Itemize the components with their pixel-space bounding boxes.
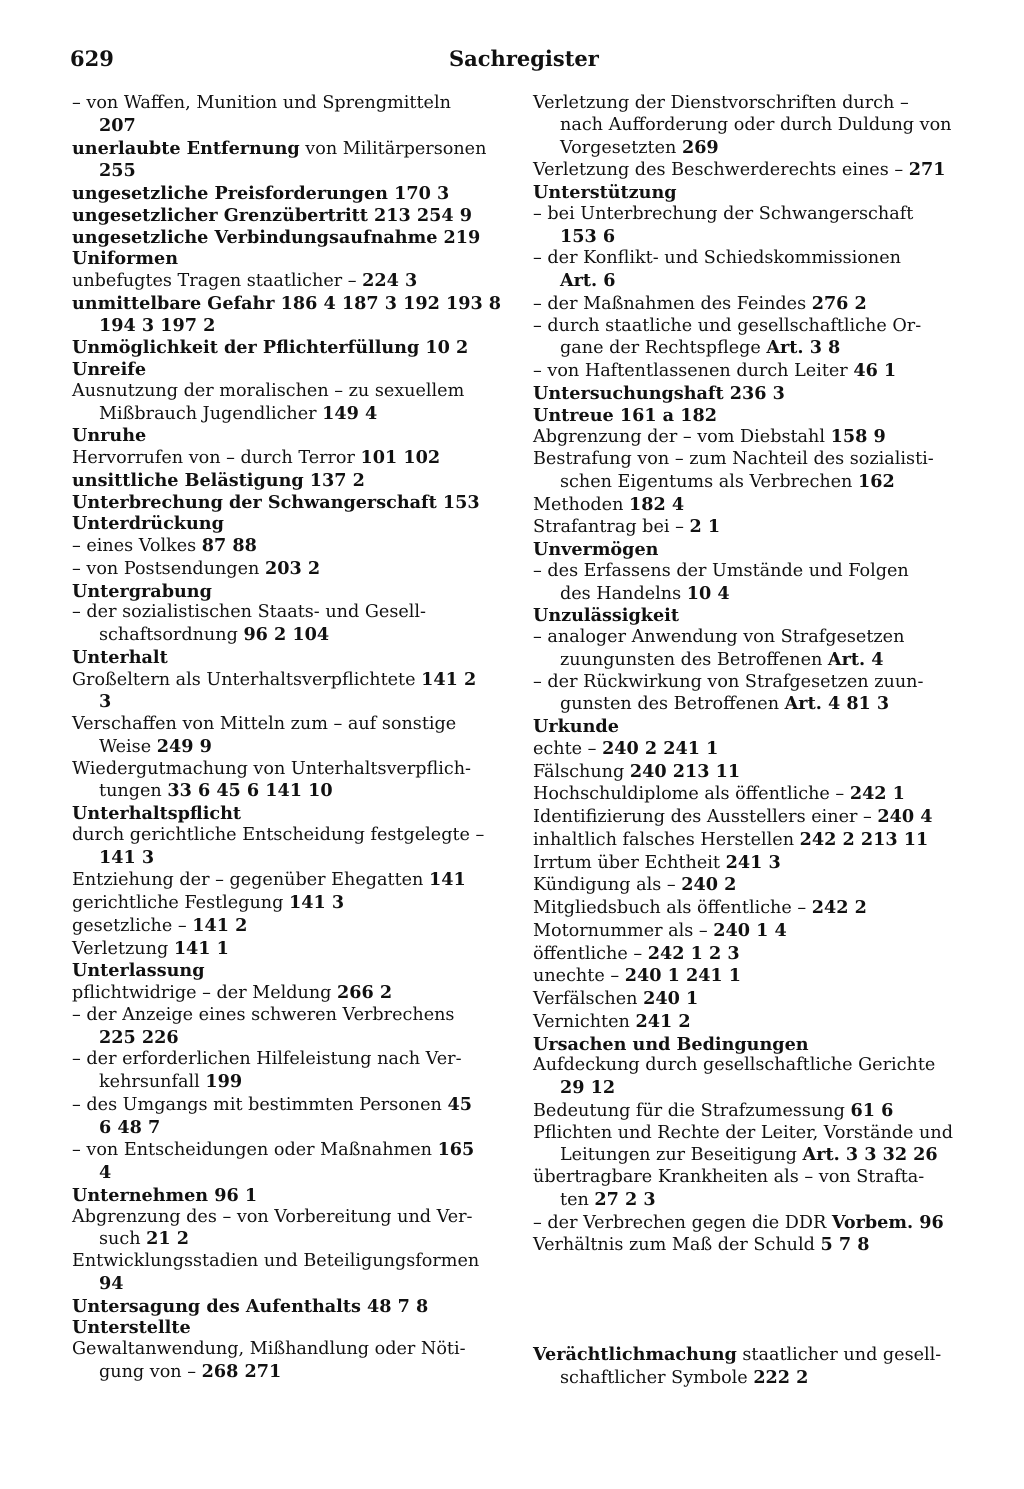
entry-reference: 158 9	[830, 426, 886, 448]
entry-reference: 241 2	[635, 1010, 691, 1032]
index-entry	[72, 403, 502, 426]
index-entry	[72, 93, 502, 115]
index-entry	[72, 1185, 502, 1207]
index-entry	[533, 1100, 965, 1123]
index-entry	[533, 897, 965, 920]
entry-reference: 141 2	[421, 668, 477, 690]
entry-reference: 271	[908, 159, 946, 181]
entry-reference: 242 2 213 11	[799, 828, 929, 850]
entry-text: – eines Volkes	[72, 536, 202, 556]
entry-text: – analoger Anwendung von Strafgesetzen	[533, 627, 905, 647]
index-entry	[533, 1189, 965, 1212]
entry-text: – der sozialistischen Staats- und Gesell-	[72, 602, 426, 623]
index-entry	[533, 405, 965, 427]
entry-text: unbefugtes Tragen staatlicher –	[72, 271, 363, 291]
entry-text: Unvermögen	[533, 539, 659, 560]
index-entry	[72, 248, 502, 270]
entry-text: – der Anzeige eines schweren Verbrechens	[72, 1004, 455, 1025]
index-entry	[533, 806, 965, 829]
index-entry	[72, 513, 502, 535]
index-entry	[72, 205, 502, 227]
entry-reference: 141	[428, 869, 466, 891]
index-entry	[533, 426, 965, 449]
entry-text: Kündigung als –	[533, 875, 682, 896]
entry-text: Unterhaltspflicht	[72, 803, 242, 824]
entry-text: Großeltern als Unterhaltsverpflichtete	[72, 669, 422, 690]
entry-text: Untreue 161 a 182	[533, 404, 717, 426]
entry-text: Ausnutzung der moralischen – zu sexuellem	[72, 380, 465, 401]
entry-reference: 141 3	[288, 892, 345, 913]
entry-reference: Art. 6	[560, 270, 616, 291]
index-entry	[533, 1034, 965, 1056]
index-entry	[533, 293, 965, 316]
entry-text: Hervorrufen von – durch Terror	[72, 448, 361, 468]
index-entry	[72, 337, 502, 359]
entry-reference: 194 3 197 2	[99, 314, 216, 336]
index-entry	[533, 943, 965, 966]
index-entry	[533, 761, 965, 784]
entry-reference: Art. 4	[827, 648, 884, 670]
entry-text: Entziehung der – gegenüber Ehegatten	[72, 870, 429, 891]
entry-reference: 141 2	[192, 914, 248, 936]
entry-text: kehrsunfall	[99, 1072, 206, 1092]
entry-text: Urkunde	[533, 716, 619, 737]
entry-text: – der Konflikt- und Schiedskommissionen	[533, 248, 901, 269]
entry-text: – von Postsendungen	[72, 558, 265, 579]
entry-reference: 29 12	[560, 1077, 616, 1098]
entry-reference: 3	[99, 691, 112, 713]
entry-reference: 10 4	[686, 582, 730, 604]
entry-text: Bedeutung für die Strafzumessung	[533, 1100, 851, 1121]
entry-text: – von Waffen, Munition und Sprengmitteln	[72, 93, 451, 113]
index-entry	[72, 227, 502, 249]
entry-reference: 241 3	[725, 851, 781, 873]
index-entry	[72, 115, 502, 138]
entry-reference: 249 9	[156, 735, 212, 757]
index-entry	[533, 1077, 965, 1100]
index-entry	[72, 938, 502, 961]
index-entry	[533, 561, 965, 583]
right-column	[533, 93, 965, 1390]
index-entry	[72, 1207, 502, 1229]
index-entry	[533, 1234, 965, 1257]
entry-reference: 240 2	[681, 874, 737, 896]
index-entry	[72, 982, 502, 1005]
index-entry	[72, 1117, 502, 1140]
index-entry	[533, 693, 965, 716]
entry-text: Gewaltanwendung, Mißhandlung oder Nöti-	[72, 1339, 466, 1359]
entry-text: Verfälschen	[533, 989, 644, 1009]
entry-text: – des Erfassens der Umstände und Folgen	[533, 560, 909, 581]
entry-heading: Verächtlichmachung	[533, 1344, 737, 1365]
index-entry	[72, 1162, 502, 1185]
index-entry	[533, 649, 965, 672]
entry-heading: unerlaubte Entfernung	[72, 137, 300, 159]
entry-text: schen Eigentums als Verbrechen	[560, 471, 858, 492]
index-entry	[72, 602, 502, 624]
entry-reference: 276 2	[811, 292, 867, 314]
entry-text: unsittliche Belästigung 137 2	[72, 469, 365, 491]
index-entry	[72, 470, 502, 492]
index-entry	[72, 1027, 502, 1050]
index-entry	[533, 516, 965, 539]
entry-text: Hochschuldiplome als öffentliche –	[533, 784, 850, 805]
index-entry	[72, 847, 502, 870]
index-entry	[72, 780, 502, 803]
entry-reference: Vorbem. 96	[831, 1211, 944, 1233]
entry-reference: 240 1	[643, 988, 699, 1009]
index-entry	[72, 381, 502, 403]
entry-text: Uniformen	[72, 248, 178, 270]
entry-text: – von Entscheidungen oder Maßnahmen	[72, 1140, 438, 1161]
entry-text: gerichtliche Festlegung	[72, 893, 289, 913]
index-entry	[72, 960, 502, 982]
index-entry	[533, 783, 965, 806]
entry-reference: 101 102	[360, 447, 441, 468]
entry-reference: 165	[437, 1139, 475, 1161]
entry-text: Unterdrückung	[72, 513, 224, 535]
entry-text: pflichtwidrige – der Meldung	[72, 983, 338, 1003]
entry-text: Untergrabung	[72, 580, 212, 602]
entry-reference: 61 6	[850, 1099, 894, 1121]
entry-text: Abgrenzung des – von Vorbereitung und Ver-	[72, 1206, 473, 1227]
entry-text: Pflichten und Rechte der Leiter, Vorstände und	[533, 1122, 953, 1143]
index-entry	[533, 672, 965, 694]
entry-reference: 33 6 45 6 141 10	[167, 780, 333, 802]
left-column	[72, 93, 502, 1384]
entry-text: gunsten des Betroffenen	[560, 694, 785, 715]
entry-reference: 96 2 104	[243, 624, 330, 645]
entry-reference: 153 6	[560, 225, 616, 247]
index-entry	[533, 159, 965, 182]
entry-text: – der Rückwirkung von Strafgesetzen zuun-	[533, 671, 924, 692]
entry-text: Unmöglichkeit der Pflichterfüllung 10 2	[72, 337, 469, 359]
entry-text: Mißbrauch Jugendlicher	[99, 403, 323, 424]
index-entry	[72, 915, 502, 938]
entry-text: Untersagung des Aufenthalts 48 7 8	[72, 1295, 429, 1317]
entry-text: übertragbare Krankheiten als – von Strafta-	[533, 1167, 925, 1187]
index-entry	[72, 669, 502, 692]
entry-text: echte –	[533, 738, 603, 759]
entry-text: Unterstützung	[533, 182, 677, 203]
entry-reference: 162	[858, 470, 895, 492]
index-entry	[72, 1139, 502, 1162]
index-entry	[533, 115, 965, 137]
entry-text: Untersuchungshaft 236 3	[533, 382, 785, 404]
index-entry	[72, 714, 502, 736]
entry-text: Methoden	[533, 494, 630, 515]
index-entry	[72, 425, 502, 447]
index-entry	[72, 1094, 502, 1117]
index-entry	[533, 605, 965, 627]
entry-reference: 242 2	[811, 897, 867, 918]
entry-text: Wiedergutmachung von Unterhaltsverpflich-	[72, 758, 472, 779]
entry-text: öffentliche –	[533, 943, 648, 964]
entry-reference: 21 2	[146, 1228, 189, 1250]
entry-text: ungesetzliche Preisforderungen 170 3	[72, 183, 450, 204]
index-entry	[72, 492, 502, 514]
index-entry	[533, 874, 965, 897]
entry-reference: 45	[447, 1093, 472, 1115]
entry-text: Unterlassung	[72, 960, 205, 982]
entry-reference: 4	[99, 1162, 112, 1183]
index-entry	[533, 627, 965, 649]
index-entry	[72, 624, 502, 647]
index-entry	[533, 248, 965, 270]
index-entry	[533, 965, 965, 988]
entry-text: Unreife	[72, 359, 147, 380]
index-entry	[533, 383, 965, 405]
index-entry	[533, 471, 965, 494]
entry-reference: 182 4	[629, 493, 685, 515]
index-entry	[533, 716, 965, 738]
entry-text: Verletzung der Dienstvorschriften durch –	[533, 93, 909, 113]
index-entry	[72, 892, 502, 915]
index-entry	[72, 691, 502, 714]
entry-reference: 141 1	[173, 937, 229, 959]
index-entry	[533, 204, 965, 226]
entry-text: Unruhe	[72, 425, 147, 447]
index-entry	[72, 1251, 502, 1273]
entry-reference: 266 2	[337, 982, 393, 1003]
index-entry	[72, 270, 502, 293]
index-entry	[72, 759, 502, 781]
entry-reference: 268 271	[201, 1360, 282, 1382]
index-entry	[533, 1011, 965, 1034]
index-entry	[72, 1228, 502, 1251]
index-entry	[72, 1339, 502, 1361]
entry-reference: 224 3	[362, 270, 418, 291]
index-entry	[72, 1005, 502, 1027]
entry-reference: 94	[99, 1272, 124, 1294]
index-entry	[533, 1055, 965, 1077]
entry-reference: 225 226	[99, 1026, 179, 1048]
entry-text: Unzulässigkeit	[533, 605, 679, 627]
index-entry	[533, 337, 965, 360]
index-entry	[533, 1344, 965, 1367]
index-entry	[533, 449, 965, 471]
index-entry	[72, 581, 502, 603]
index-entry	[72, 447, 502, 470]
index-entry	[72, 803, 502, 825]
index-entry	[533, 494, 965, 517]
entry-text: Abgrenzung der – vom Diebstahl	[533, 427, 831, 448]
entry-text: nach Aufforderung oder durch Duldung von	[560, 114, 952, 135]
entry-reference: 240 213 11	[629, 760, 741, 782]
index-entry	[72, 1049, 502, 1071]
entry-reference: 46 1	[853, 360, 897, 381]
entry-text: such	[99, 1229, 147, 1250]
entry-text: ten	[560, 1189, 595, 1210]
entry-text: zuungunsten des Betroffenen	[560, 649, 828, 670]
entry-text: unechte –	[533, 966, 625, 987]
entry-text: – der Verbrechen gegen die DDR	[533, 1212, 832, 1233]
entry-text: – des Umgangs mit bestimmten Personen	[72, 1094, 448, 1115]
entry-text: Aufdeckung durch gesellschaftliche Gerichte	[533, 1055, 936, 1076]
entry-text: Verhältnis zum Maß der Schuld	[533, 1235, 821, 1256]
index-entry	[533, 920, 965, 943]
entry-reference: 5 7 8	[820, 1234, 870, 1256]
entry-text: Leitungen zur Beseitigung	[560, 1145, 803, 1166]
index-entry	[533, 988, 965, 1011]
entry-text: Weise	[99, 736, 157, 757]
entry-text: tungen	[99, 781, 168, 802]
index-entry	[72, 1071, 502, 1094]
index-entry	[533, 93, 965, 115]
entry-text: Identifizierung des Ausstellers einer –	[533, 807, 878, 827]
page-number: 629	[70, 46, 114, 71]
entry-text: Unternehmen 96 1	[72, 1184, 258, 1206]
entry-reference: 242 1 2 3	[647, 942, 740, 964]
entry-reference: 269	[681, 136, 719, 158]
index-entry	[533, 270, 965, 293]
entry-text: Ursachen und Bedingungen	[533, 1033, 809, 1055]
entry-text: gane der Rechtspflege	[560, 338, 767, 359]
entry-text: – bei Unterbrechung der Schwangerschaft	[533, 203, 914, 224]
entry-reference: Art. 3 8	[766, 337, 841, 359]
index-entry	[533, 539, 965, 561]
index-entry	[72, 138, 502, 161]
entry-text: Mitgliedsbuch als öffentliche –	[533, 898, 812, 918]
index-entry	[72, 293, 502, 315]
entry-text: Verletzung des Beschwerderechts eines –	[533, 160, 909, 181]
index-entry	[72, 647, 502, 669]
entry-text: durch gerichtliche Entscheidung festgelegte –	[72, 824, 485, 845]
entry-text: Unterstellte	[72, 1317, 191, 1339]
entry-reference: 255	[99, 160, 136, 182]
index-entry	[72, 359, 502, 381]
entry-text: Entwicklungsstadien und Beteiligungsformen	[72, 1251, 480, 1271]
entry-reference: 2 1	[689, 516, 721, 538]
entry-text: Verschaffen von Mitteln zum – auf sonstige	[72, 714, 457, 734]
entry-text: Fälschung	[533, 761, 630, 782]
index-entry	[533, 316, 965, 338]
index-entry	[72, 315, 502, 338]
entry-text: – durch staatliche und gesellschaftliche Or-	[533, 315, 922, 336]
index-entry	[533, 1212, 965, 1235]
entry-reference: 240 1 241 1	[624, 965, 742, 987]
index-entry	[533, 852, 965, 875]
entry-reference: 240 1 4	[713, 919, 787, 941]
index-entry	[72, 558, 502, 581]
entry-text: – von Haftentlassenen durch Leiter	[533, 361, 854, 381]
entry-text: ungesetzlicher Grenzübertritt 213 254 9	[72, 204, 472, 226]
index-entry	[72, 1361, 502, 1384]
entry-text: gung von –	[99, 1361, 202, 1382]
entry-text: Vernichten	[533, 1011, 636, 1032]
running-head: Sachregister	[449, 46, 599, 71]
entry-reference: 242 1	[849, 783, 905, 805]
entry-text: Vorgesetzten	[560, 137, 682, 158]
entry-text: Strafantrag bei –	[533, 517, 690, 538]
entry-reference: 149 4	[322, 402, 378, 424]
entry-reference: 240 4	[877, 806, 933, 827]
index-entry	[533, 738, 965, 761]
index-entry	[533, 360, 965, 383]
index-entry	[533, 829, 965, 852]
column-gap	[533, 1257, 965, 1344]
entry-reference: 6 48 7	[99, 1116, 161, 1138]
entry-text: inhaltlich falsches Herstellen	[533, 829, 800, 850]
index-entry	[72, 160, 502, 183]
entry-text: schaftlicher Symbole	[560, 1367, 754, 1388]
index-entry	[533, 1123, 965, 1145]
entry-reference: 203 2	[264, 557, 321, 579]
index-entry	[72, 736, 502, 759]
index-entry	[533, 1144, 965, 1167]
index-entry	[72, 535, 502, 558]
entry-text: Unterhalt	[72, 646, 168, 668]
index-entry	[72, 1273, 502, 1296]
index-entry	[72, 825, 502, 847]
entry-reference: 199	[205, 1071, 243, 1092]
entry-text: Bestrafung von – zum Nachteil des sozialisti-	[533, 449, 934, 469]
entry-text: gesetzliche –	[72, 915, 193, 936]
entry-text: Irrtum über Echtheit	[533, 852, 726, 873]
index-entry	[533, 583, 965, 606]
entry-reference: 222 2	[753, 1366, 809, 1388]
entry-text: Verletzung	[72, 938, 174, 959]
index-entry	[533, 182, 965, 204]
index-entry	[72, 183, 502, 205]
entry-text: staatlicher und gesell-	[736, 1345, 942, 1365]
entry-reference: 87 88	[201, 535, 257, 556]
entry-text: Motornummer als –	[533, 920, 714, 941]
index-entry	[533, 137, 965, 160]
entry-reference: Art. 4 81 3	[784, 693, 890, 715]
index-entry	[533, 1167, 965, 1189]
entry-text: Unterbrechung der Schwangerschaft 153	[72, 491, 480, 513]
index-entry	[72, 869, 502, 892]
entry-text: – der erforderlichen Hilfeleistung nach Ver-	[72, 1049, 462, 1070]
index-entry	[533, 1367, 965, 1390]
entry-text: des Handelns	[560, 583, 687, 604]
entry-reference: 240 2 241 1	[602, 737, 719, 759]
entry-reference: 27 2 3	[594, 1188, 656, 1210]
entry-text: – der Maßnahmen des Feindes	[533, 293, 812, 314]
index-entry	[72, 1317, 502, 1339]
entry-text: unmittelbare Gefahr 186 4 187 3 192 193 8	[72, 292, 502, 314]
entry-reference: Art. 3 3 32 26	[802, 1144, 938, 1166]
index-entry	[72, 1296, 502, 1318]
entry-reference: 207	[99, 114, 136, 136]
entry-text: schaftsordnung	[99, 625, 244, 645]
entry-text: ungesetzliche Verbindungsaufnahme 219	[72, 226, 481, 248]
index-entry	[533, 226, 965, 249]
entry-reference: 141 3	[99, 846, 155, 868]
entry-text: von Militärpersonen	[299, 138, 487, 159]
